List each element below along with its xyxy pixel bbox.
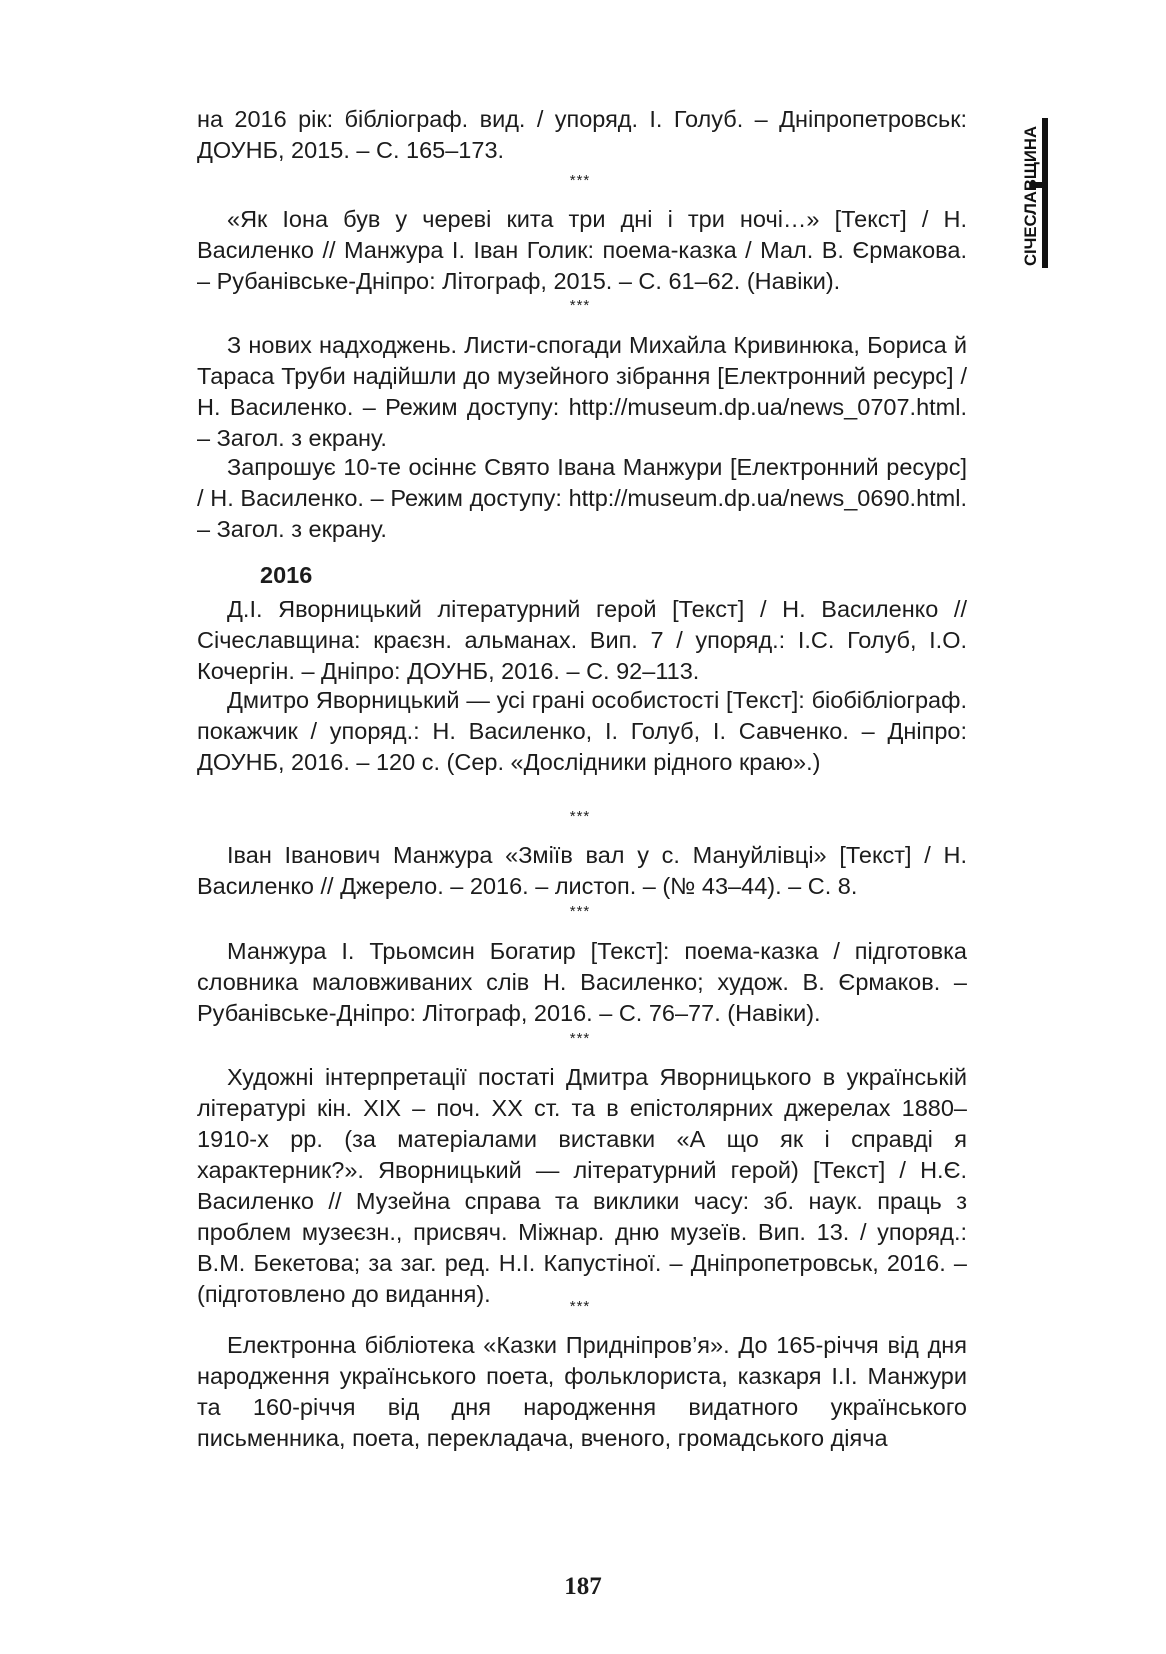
entry-2: «Як Іона був у череві кита три дні і три ночі…» [Текст] / Н. Василенко // Манжура І. Іван Голик: поема-казка / Мал. В. Єрмакова. – Рубанівське-Дніпро: Літограф, 2015. – С. 61–62. (Навіки). bbox=[197, 206, 967, 294]
entry-5: Д.І. Яворницький літературний герой [Текст] / Н. Василенко // Січеславщина: краєзн. альманах. Вип. 7 / упоряд.: І.С. Голуб, І.О. Кочергін. – Дніпро: ДОУНБ, 2016. – С. 92–113. bbox=[197, 596, 967, 684]
separator-6: *** bbox=[569, 1298, 591, 1315]
entry-6: Дмитро Яворницький — усі грані особистості [Текст]: біобібліограф. покажчик / упоряд.: Н. Василенко, І. Голуб, І. Савченко. – Дніпро: ДОУНБ, 2016. – 120 с. (Сер. «Дослідники рідного краю».) bbox=[197, 687, 967, 775]
entry-9: Художні інтерпретації постаті Дмитра Яворницького в українській літературі кін. ХІХ – поч. ХХ ст. та в епістолярних джерелах 1880–1910-х рр. (за матеріалами виставки «А що як і справді я характерник?». Яворницький — літературний герой) [Текст] / Н.Є. Василенко // Музейна справа та виклики часу: зб. наук. праць з проблем музеєзн., присвяч. Міжнар. дню музеїв. Вип. 13. / упоряд.: В.М. Бекетова; за заг. ред. Н.І. Капустіної. – Дніпропетровськ, 2016. – (підготовлено до видання). bbox=[197, 1064, 967, 1307]
entry-1: на 2016 рік: бібліограф. вид. / упоряд. І. Голуб. – Дніпропетровськ: ДОУНБ, 2015. – С. 165–173. bbox=[197, 106, 967, 163]
sicheslavshchyna-logo bbox=[1008, 118, 1060, 268]
entry-3: З нових надходжень. Листи-спогади Михайла Кривинюка, Бориса й Тараса Труби надійшли до музейного зібрання [Електронний ресурс] / Н. Василенко. – Режим доступу: http://museum.dp.ua/news_0707.html. – Загол. з екрану. bbox=[197, 332, 967, 451]
year-heading: 2016 bbox=[260, 562, 313, 588]
entry-10: Електронна бібліотека «Казки Придніпров’я». До 165-річчя від дня народження українського поета, фольклориста, казкаря І.І. Манжури та 160-річчя від дня народження видатного українського письменника, поета, перекладача, вченого, громадського діяча bbox=[197, 1332, 967, 1451]
separator-2: *** bbox=[569, 297, 591, 314]
entry-7: Іван Іванович Манжура «Зміїв вал у с. Мануйлівці» [Текст] / Н. Василенко // Джерело. – 2016. – листоп. – (№ 43–44). – С. 8. bbox=[197, 842, 967, 899]
separator-5: *** bbox=[569, 1030, 591, 1047]
entry-4: Запрошує 10-те осіннє Свято Івана Манжури [Електронний ресурс] / Н. Василенко. – Режим доступу: http://museum.dp.ua/news_0690.html. – Загол. з екрану. bbox=[197, 454, 967, 542]
separator-1: *** bbox=[569, 172, 591, 189]
separator-3: *** bbox=[569, 808, 591, 825]
separator-4: *** bbox=[569, 903, 591, 920]
entry-8: Манжура І. Трьомсин Богатир [Текст]: поема-казка / підготовка словника маловживаних слів Н. Василенко; худож. В. Єрмаков. – Рубанівське-Дніпро: Літограф, 2016. – С. 76–77. (Навіки). bbox=[197, 938, 967, 1026]
logo-text: СІЧЕСЛАВЩИНА bbox=[1021, 123, 1040, 266]
page-number: 187 bbox=[564, 1573, 602, 1600]
